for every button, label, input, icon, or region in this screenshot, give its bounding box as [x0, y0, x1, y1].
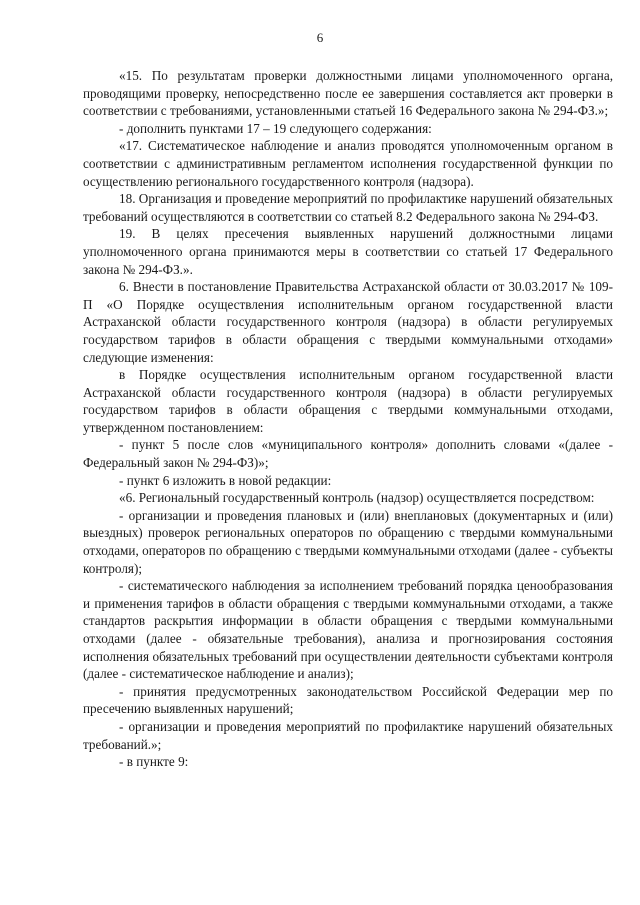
paragraph-clause-15: «15. По результатам проверки должностными лицами уполномоченного органа, проводящими проверку, непосредственно после ее завершения составляется акт проверки в соответствии с требованиями, установленными статьей 16 Федерального закона № 294-ФЗ.»; — [83, 68, 613, 119]
paragraph-clause-17: «17. Систематическое наблюдение и анализ проводятся уполномоченным органом в соответствии с административным регламентом исполнения государственной функции по осуществлению регионального государственного контроля (надзора). — [83, 138, 613, 189]
paragraph-point-9: - в пункте 9: — [119, 754, 189, 770]
paragraph-clause-18: 18. Организация и проведение мероприятий по профилактике нарушений обязательных требований осуществляются в соответствии со статьей 8.2 Федерального закона № 294-ФЗ. — [83, 191, 613, 224]
paragraph-measures: - принятия предусмотренных законодательством Российской Федерации мер по пресечению выявленных нарушений; — [83, 683, 613, 717]
paragraph-point-5: - пункт 5 после слов «муниципального контроля» дополнить словами «(далее - Федеральный закон № 294-ФЗ)»; — [83, 437, 613, 471]
paragraph-point-6-text: «6. Региональный государственный контроль (надзор) осуществляется посредством: — [119, 490, 595, 506]
paragraph-monitoring: - систематического наблюдения за исполнением требований порядка ценообразования и применения тарифов в области обращения с твердыми коммунальными отходами, а также стандартов раскрытия информации в области обращения с твердыми коммунальными отходами (далее - обязательные требования), анализа и прогнозирования состояния исполнения обязательных требований при осуществлении деятельности субъектами контроля (далее - систематическое наблюдение и анализ); — [83, 578, 613, 682]
paragraph-clause-19: 19. В целях пресечения выявленных нарушений должностными лицами уполномоченного органа принимаются меры в соответствии со статьей 17 Федерального закона № 294-ФЗ.». — [83, 226, 613, 277]
document-body — [83, 67, 613, 771]
page-number: 6 — [316, 30, 324, 45]
paragraph-procedure: в Порядке осуществления исполнительным органом государственной власти Астраханской области государственного контроля (надзора) в области регулируемых государством тарифов в области обращения с твердыми коммунальными отходами, утвержденном постановлением: — [83, 367, 613, 435]
paragraph-inspections: - организации и проведения плановых и (или) внеплановых (документарных и (или) выездных) проверок региональных операторов по обращению с твердыми коммунальными отходами, операторов по обращению с твердыми коммунальными отходами (далее - субъекты контроля); — [83, 507, 613, 576]
paragraph-add-clauses: - дополнить пунктами 17 – 19 следующего содержания: — [119, 120, 432, 136]
paragraph-prevention: - организации и проведения мероприятий по профилактике нарушений обязательных требований.»; — [83, 718, 613, 752]
paragraph-item-6: 6. Внести в постановление Правительства Астраханской области от 30.03.2017 № 109-П «О Порядке осуществления исполнительным органом государственной власти Астраханской области государственного контроля (надзора) в области регулируемых государством тарифов в области обращения с твердыми коммунальными отходами» следующие изменения: — [83, 279, 613, 365]
paragraph-point-6-intro: - пункт 6 изложить в новой редакции: — [119, 472, 332, 488]
